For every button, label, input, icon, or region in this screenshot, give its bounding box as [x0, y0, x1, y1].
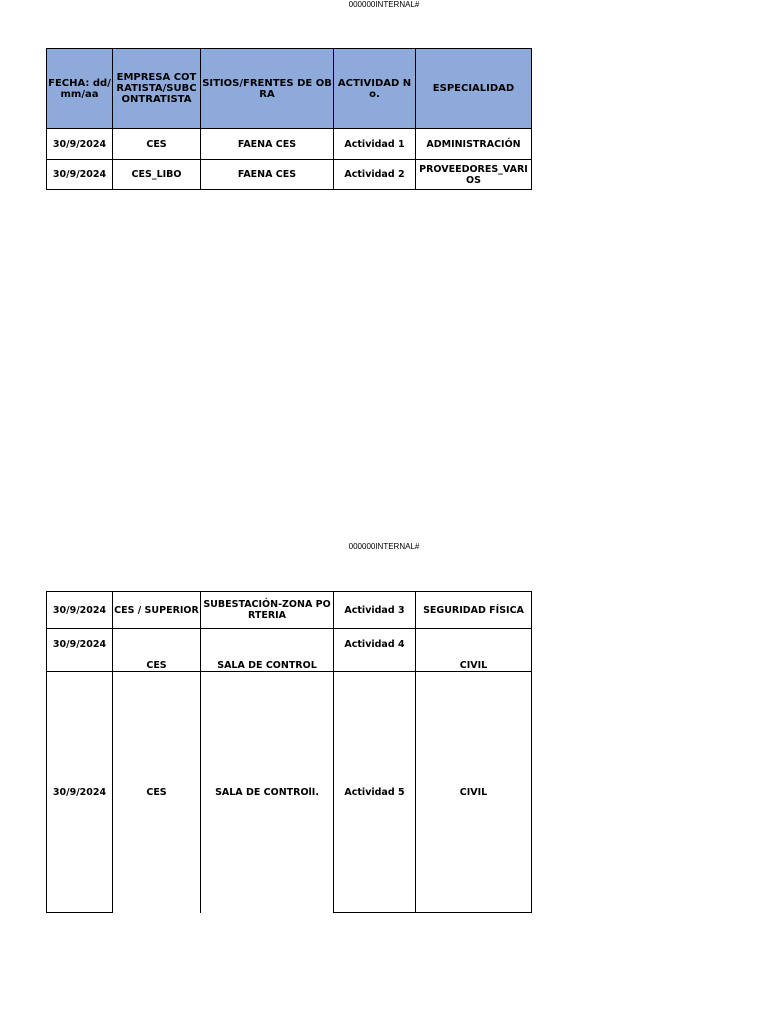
- header-fecha: FECHA: dd/mm/aa: [47, 49, 113, 129]
- cell-fecha: 30/9/2024: [47, 160, 113, 190]
- cell-fecha: 30/9/2024: [47, 629, 113, 672]
- cell-fecha: 30/9/2024: [47, 129, 113, 160]
- cell-sitio: SUBESTACIÓN-ZONA PORTERIA: [201, 592, 334, 629]
- cell-actividad: Actividad 3: [334, 592, 416, 629]
- cell-empresa: CES: [113, 629, 201, 672]
- table-row: [47, 629, 532, 672]
- cell-actividad: Actividad 2: [334, 160, 416, 190]
- cell-empresa: CES / SUPERIOR: [113, 592, 201, 629]
- document-classification-label: 000000INTERNAL#: [348, 542, 420, 551]
- cell-sitio: SALA DE CONTROL: [201, 629, 334, 672]
- table-row: [47, 160, 532, 190]
- table-row: [47, 592, 532, 629]
- header-actividad: ACTIVIDAD No.: [334, 49, 416, 129]
- header-empresa: EMPRESA COTRATISTA/SUBCONTRATISTA: [113, 49, 201, 129]
- cell-especialidad: CIVIL: [416, 629, 532, 672]
- cell-actividad: Actividad 4: [334, 629, 416, 672]
- document-classification-label: 000000INTERNAL#: [348, 0, 420, 9]
- cell-especialidad: SEGURIDAD FÍSICA: [416, 592, 532, 629]
- cell-especialidad: CIVIL: [416, 672, 532, 913]
- header-especialidad: ESPECIALIDAD: [416, 49, 532, 129]
- cell-especialidad: ADMINISTRACIÓN: [416, 129, 532, 160]
- cell-sitio: FAENA CES: [201, 129, 334, 160]
- cell-actividad: Actividad 1: [334, 129, 416, 160]
- header-sitios: SITIOS/FRENTES DE OBRA: [201, 49, 334, 129]
- cell-empresa: CES_LIBO: [113, 160, 201, 190]
- cell-fecha: 30/9/2024: [47, 592, 113, 629]
- cell-fecha: 30/9/2024: [47, 672, 113, 913]
- cell-especialidad: PROVEEDORES_VARIOS: [416, 160, 532, 190]
- cell-sitio: FAENA CES: [201, 160, 334, 190]
- cell-empresa: CES: [113, 129, 201, 160]
- cell-empresa: CES: [113, 672, 201, 913]
- activities-table-page1: [46, 48, 532, 190]
- table-row: [47, 129, 532, 160]
- table-row: [47, 672, 532, 913]
- cell-sitio: SALA DE CONTROlI.: [201, 672, 334, 913]
- activities-table-page2: [46, 591, 532, 913]
- table-header-row: [47, 49, 532, 129]
- cell-actividad: Actividad 5: [334, 672, 416, 913]
